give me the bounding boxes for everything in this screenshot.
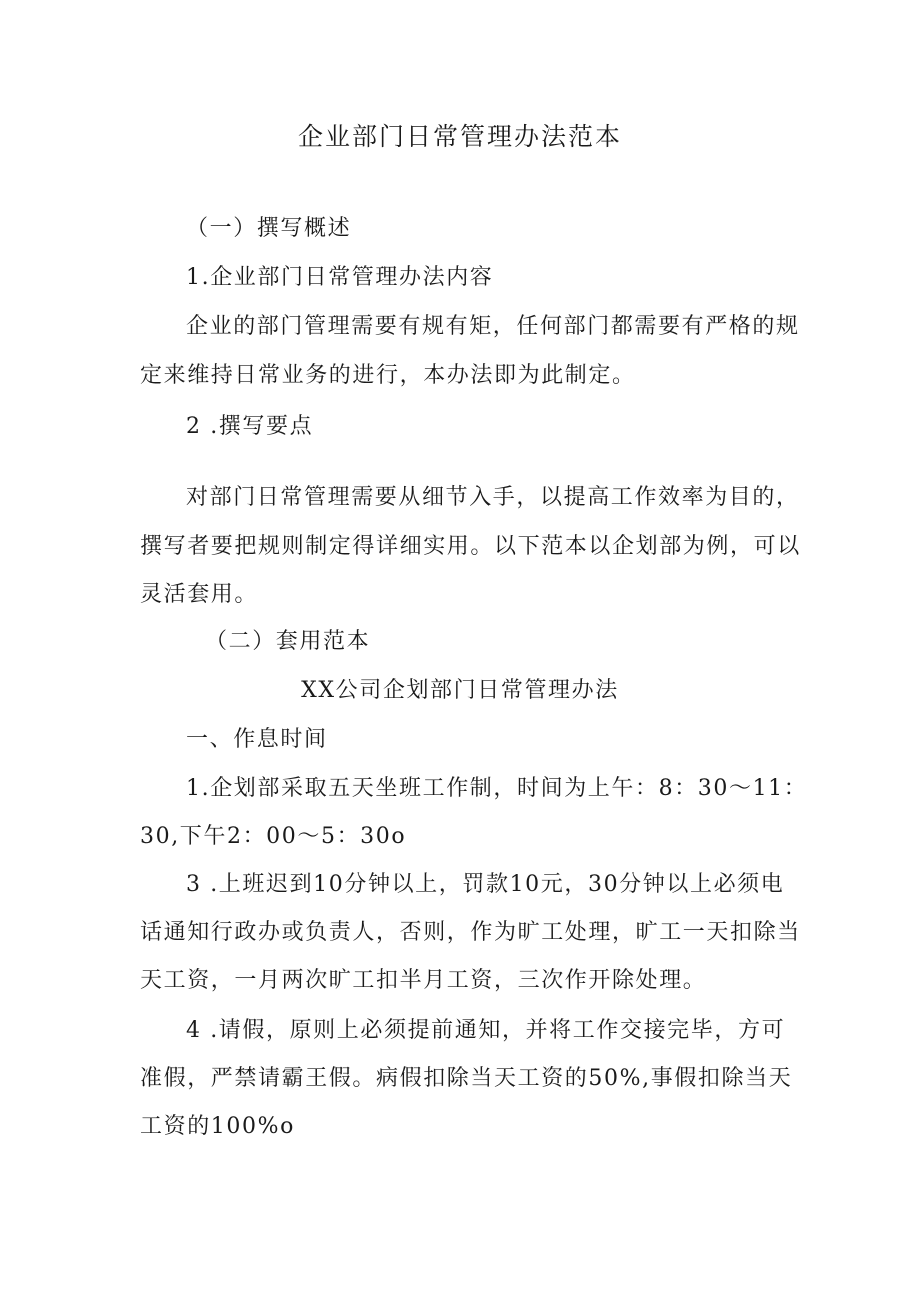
rule-line: 1.企划部采取五天坐班工作制，时间为上午：8：30～11： xyxy=(186,776,808,801)
paragraph-line: 企业的部门管理需要有规有矩，任何部门都需要有严格的规 xyxy=(186,314,800,339)
paragraph-line: 灵活套用。 xyxy=(140,582,259,607)
rule-line: 30,下午2：00～5：30o xyxy=(140,824,407,849)
item-heading-key-points: 2 .撰写要点 xyxy=(186,414,314,439)
section-heading-template: （二）套用范本 xyxy=(205,629,371,654)
rule-line: 工资的100%o xyxy=(140,1114,295,1139)
rule-line: 4 .请假，原则上必须提前通知，并将工作交接完毕，方可 xyxy=(186,1018,786,1043)
rule-line: 天工资，一月两次旷工扣半月工资，三次作开除处理。 xyxy=(140,968,707,993)
rule-line: 3 .上班迟到10分钟以上，罚款10元，30分钟以上必须电 xyxy=(186,872,785,897)
chapter-heading-work-hours: 一、作息时间 xyxy=(186,727,328,752)
paragraph-line: 定来维持日常业务的进行，本办法即为此制定。 xyxy=(140,363,636,388)
paragraph-line: 对部门日常管理需要从细节入手，以提高工作效率为目的， xyxy=(186,485,800,510)
template-title: XX公司企划部门日常管理办法 xyxy=(301,678,619,703)
rule-line: 话通知行政办或负责人，否则，作为旷工处理，旷工一天扣除当 xyxy=(140,920,801,945)
rule-line: 准假，严禁请霸王假。病假扣除当天工资的50%,事假扣除当天 xyxy=(140,1066,793,1091)
section-heading-overview: （一）撰写概述 xyxy=(186,216,352,241)
item-heading-content: 1.企业部门日常管理办法内容 xyxy=(186,265,494,290)
paragraph-line: 撰写者要把规则制定得详细实用。以下范本以企划部为例，可以 xyxy=(140,534,801,559)
document-title: 企业部门日常管理办法范本 xyxy=(297,122,622,151)
